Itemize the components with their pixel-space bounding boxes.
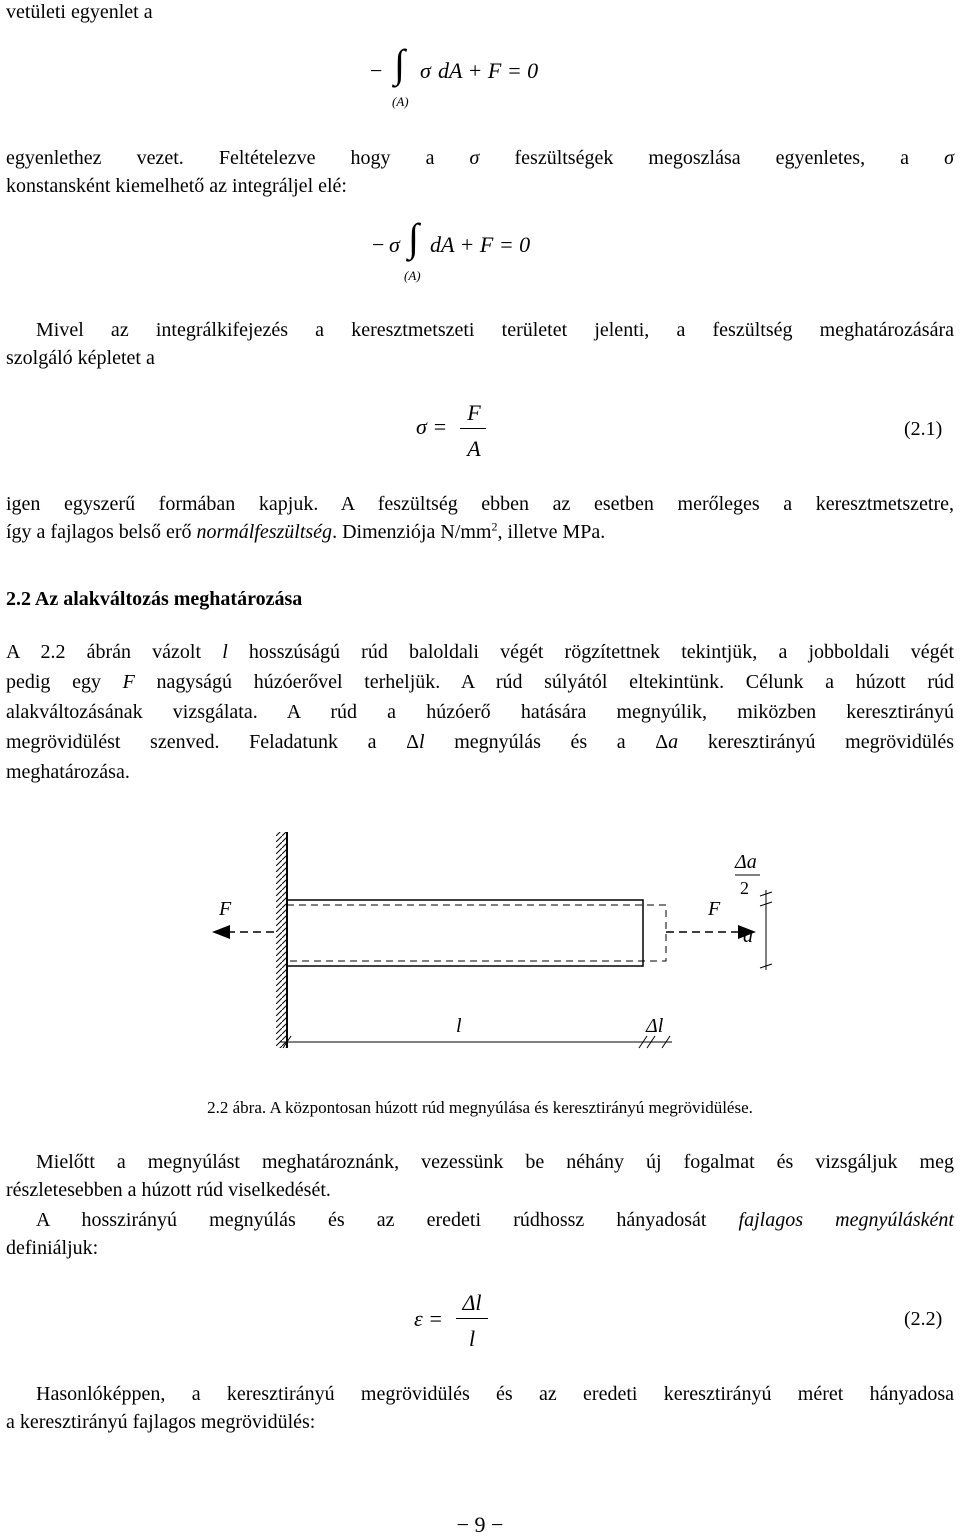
integral-domain: (A)	[392, 94, 409, 109]
equation-number: (2.2)	[904, 1308, 943, 1330]
text: keresztirányú megrövidülés	[707, 731, 955, 753]
delta-symbol: Δ	[655, 731, 669, 753]
paragraph-line: meghatározása.	[6, 761, 130, 783]
elongation-label: Δl	[646, 1015, 664, 1037]
text: A 2.2 ábrán vázolt	[6, 641, 202, 663]
equation-lhs: ε =	[414, 1306, 444, 1331]
variable: l	[419, 731, 425, 753]
integral-sign: ∫	[394, 41, 405, 86]
text: így a fajlagos belső erő	[6, 521, 192, 543]
wall-hatching	[276, 832, 287, 1048]
fraction-bar	[460, 428, 486, 429]
term: fajlagos megnyúlásként	[738, 1209, 954, 1231]
fraction-denominator: A	[467, 436, 481, 461]
text: hosszúságú rúd baloldali végét rögzítettnek tekintjük, a jobboldali végét	[248, 641, 955, 663]
paragraph-line: Mielőtt a megnyúlást meghatároznánk, vezessünk be néhány új fogalmat és vizsgáljuk meg	[36, 1151, 954, 1173]
sigma-symbol: σ	[469, 147, 480, 169]
fraction-numerator: F	[467, 400, 481, 425]
equation-body: dA + F = 0	[438, 58, 539, 83]
text: feszültségek megoszlása egyenletes, a	[514, 147, 910, 169]
height-label: a	[743, 925, 753, 947]
bar-tension-figure	[0, 818, 960, 1108]
variable: l	[222, 641, 228, 663]
delta-a-denominator: 2	[740, 878, 749, 898]
equation-sigma: σ	[420, 58, 431, 83]
equation-minus: −	[370, 58, 383, 83]
paragraph-line: konstansként kiemelhető az integráljel elé:	[6, 175, 347, 197]
paragraph-line: Mivel az integrálkifejezés a keresztmetszeti területet jelenti, a feszültség meghatározására	[36, 319, 954, 341]
paragraph-line: a keresztirányú fajlagos megrövidülés:	[6, 1411, 316, 1433]
equation-number: (2.1)	[904, 418, 943, 440]
left-force-arrowhead	[212, 925, 230, 939]
right-force-label: F	[708, 898, 721, 920]
paragraph-line	[6, 640, 954, 664]
superscript: 2	[491, 519, 498, 534]
fraction-bar	[456, 1318, 488, 1319]
page-number: − 9 −	[456, 1512, 504, 1537]
deformed-bar-outline	[287, 905, 666, 961]
paragraph-line	[6, 146, 954, 170]
paragraph-line: definiáljuk:	[6, 1237, 99, 1259]
equation-minus: −	[372, 232, 385, 257]
paragraph-line: részletesebben a húzott rúd viselkedését.	[6, 1179, 331, 1201]
paragraph-line: szolgáló képletet a	[6, 347, 155, 369]
paragraph-line	[6, 670, 954, 694]
variable: F	[122, 671, 135, 693]
equation-lhs: σ =	[416, 414, 448, 439]
variable: a	[668, 731, 679, 753]
text: egyenlethez vezet. Feltételezve hogy a	[6, 147, 435, 169]
paragraph-line: igen egyszerű formában kapjuk. A feszültség ebben az esetben merőleges a keresztmetszetre,	[6, 493, 954, 515]
text: megrövidülést szenved. Feladatunk a	[6, 731, 377, 753]
text: , illetve MPa.	[497, 521, 606, 543]
text: A hosszirányú megnyúlás és az eredeti rúdhossz hányadosát	[36, 1209, 707, 1231]
text: nagyságú húzóerővel terheljük. A rúd súlyától eltekintünk. Célunk a húzott rúd	[156, 671, 955, 693]
paragraph-line	[36, 1208, 954, 1232]
text: pedig egy	[6, 671, 101, 693]
sigma-symbol: σ	[944, 147, 954, 169]
fraction-denominator: l	[468, 1326, 476, 1351]
delta-a-numerator: Δa	[735, 851, 757, 873]
paragraph-line: vetületi egyenlet a	[6, 1, 153, 23]
integral-sign: ∫	[408, 215, 419, 260]
left-force-label: F	[219, 898, 232, 920]
paragraph-line	[6, 520, 954, 544]
bar-outline	[287, 900, 643, 966]
text: megnyúlás és a	[454, 731, 626, 753]
paragraph-line: alakváltozásának vizsgálata. A rúd a húzóerő hatására megnyúlik, miközben keresztirányú	[6, 701, 954, 723]
text: . Dimenziója N/mm	[332, 521, 492, 543]
delta-symbol: Δ	[406, 731, 419, 753]
section-heading: 2.2 Az alakváltozás meghatározása	[6, 588, 303, 610]
term: normálfeszültség	[196, 521, 333, 543]
paragraph-line	[6, 730, 954, 754]
equation-sigma: σ	[389, 232, 400, 257]
paragraph-line: Hasonlóképpen, a keresztirányú megrövidülés és az eredeti keresztirányú méret hányadosa	[36, 1383, 954, 1405]
equation-body: dA + F = 0	[430, 232, 531, 257]
integral-domain: (A)	[404, 268, 421, 283]
figure-caption: 2.2 ábra. A központosan húzott rúd megnyúlása és keresztirányú megrövidülése.	[207, 1098, 753, 1117]
length-label: l	[456, 1015, 462, 1037]
fraction-numerator: Δl	[462, 1290, 482, 1315]
